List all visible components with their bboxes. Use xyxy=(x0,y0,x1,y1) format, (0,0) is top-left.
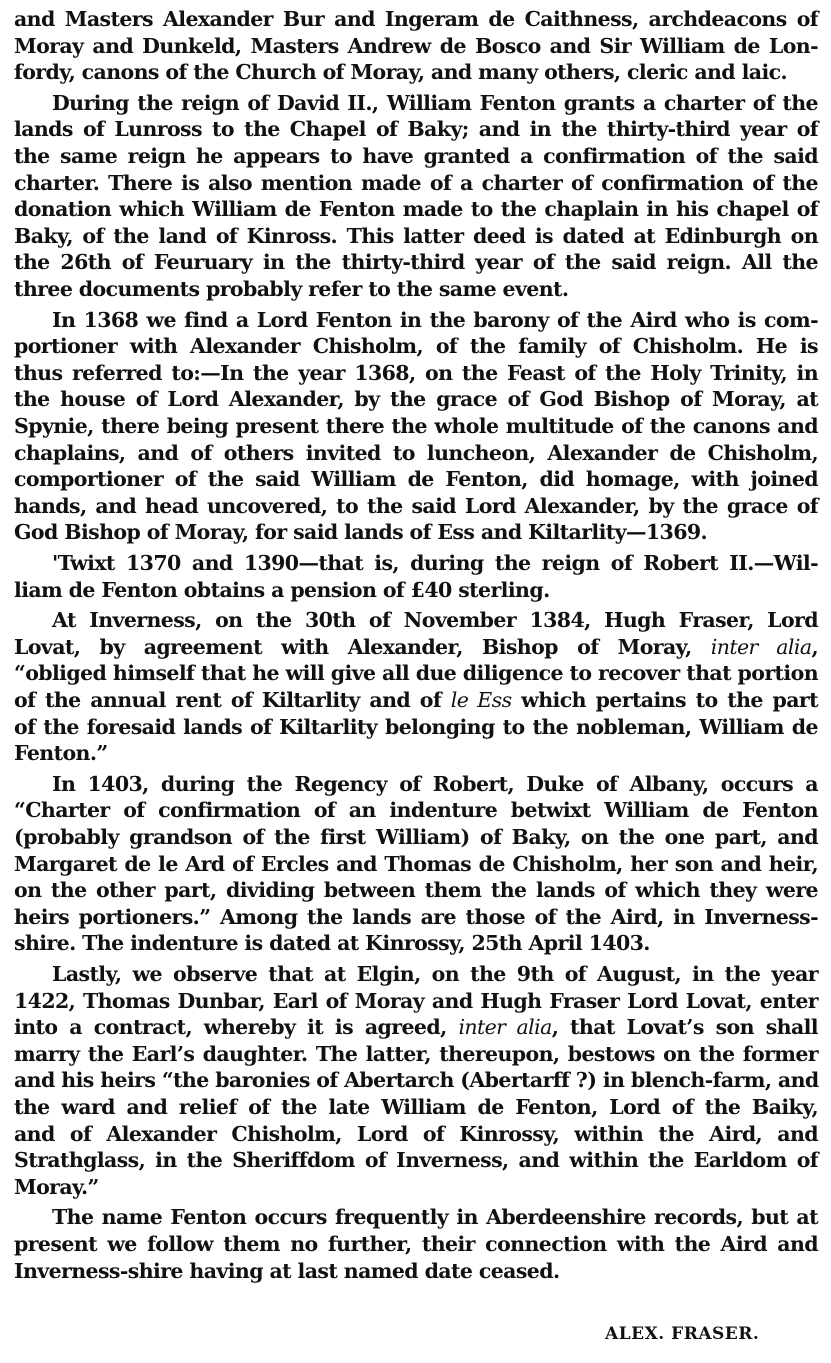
text-line: chaplains, and of others invited to luncheon, Alexander de Chisholm, xyxy=(14,440,818,465)
text-line: the 26th of Feuruary in the thirty-third year of the said reign. All the xyxy=(14,250,818,275)
text-line: Strathglass, in the Sheriffdom of Inverness, and within the Earldom of xyxy=(14,1148,818,1173)
text-line: 1422, Thomas Dunbar, Earl of Moray and Hugh Fraser Lord Lovat, enter xyxy=(14,988,818,1013)
text-line: Baky, of the land of Kinross. This latter deed is dated at Edinburgh on xyxy=(14,223,818,248)
text-line: three documents probably refer to the same event. xyxy=(14,277,569,301)
text-line: In 1368 we find a Lord Fenton in the barony of the Aird who is com- xyxy=(52,307,818,332)
text-line: Inverness-shire having at last named date ceased. xyxy=(14,1258,560,1283)
text-line: comportioner of the said William de Fenton, did homage, with joined xyxy=(14,467,818,492)
text-line: liam de Fenton obtains a pension of £40 sterling. xyxy=(14,577,550,602)
text-line: into a contract, whereby it is agreed, inter alia, that Lovat’s son shall xyxy=(14,1015,818,1040)
text-line: The name Fenton occurs frequently in Aberdeenshire records, but at xyxy=(52,1205,818,1230)
text-line: Margaret de le Ard of Ercles and Thomas de Chisholm, her son and heir, xyxy=(14,851,818,876)
text-line: and Masters Alexander Bur and Ingeram de Caithness, archdeacons of xyxy=(14,7,818,31)
text-line: donation which William de Fenton made to the chaplain in his chapel of xyxy=(14,197,818,222)
text-line: (probably grandson of the first William) of Baky, on the one part, and xyxy=(14,825,818,849)
text-line: God Bishop of Moray, for said lands of Ess and Kiltarlity—1369. xyxy=(14,520,708,545)
text-line: lands of Lunross to the Chapel of Baky; and in the thirty-third year of xyxy=(14,117,818,142)
italic-phrase: inter alia xyxy=(458,1015,552,1040)
text-line: In 1403, during the Regency of Robert, Duke of Albany, occurs a xyxy=(52,771,818,796)
text-line: and of Alexander Chisholm, Lord of Kinrossy, within the Aird, and xyxy=(14,1121,818,1146)
text-line: 'Twixt 1370 and 1390—that is, during the reign of Robert II.—Wil- xyxy=(52,551,818,575)
text-line: of the annual rent of Kiltarlity and of le Ess which pertains to the part xyxy=(14,688,818,712)
text-line: Moray.” xyxy=(14,1174,99,1199)
text-line: charter. There is also mention made of a charter of confirmation of the xyxy=(14,170,818,195)
text-line: the same reign he appears to have granted a confirmation of the said xyxy=(14,144,818,168)
text-line: portioner with Alexander Chisholm, of the family of Chisholm. He is xyxy=(14,334,818,359)
text-line: Moray and Dunkeld, Masters Andrew de Bosco and Sir William de Lon- xyxy=(14,33,818,58)
author-signature: ALEX. FRASER. xyxy=(605,1324,760,1344)
text-line: Fenton.” xyxy=(14,741,108,766)
italic-phrase: inter alia xyxy=(710,634,812,659)
text-line: fordy, canons of the Church of Moray, and many others, cleric and laic. xyxy=(14,60,788,85)
text-line: thus referred to:—In the year 1368, on the Feast of the Holy Trinity, in xyxy=(14,360,818,385)
text-line: Lovat, by agreement with Alexander, Bishop of Moray, inter alia, xyxy=(14,634,818,659)
text-line: present we follow them no further, their connection with the Aird and xyxy=(14,1232,818,1256)
text-line: marry the Earl’s daughter. The latter, thereupon, bestows on the former xyxy=(14,1041,818,1066)
text-line: and his heirs “the baronies of Abertarch (Abertarff ?) in blench-farm, and xyxy=(14,1068,819,1093)
text-line: At Inverness, on the 30th of November 1384, Hugh Fraser, Lord xyxy=(52,608,818,633)
text-line: Lastly, we observe that at Elgin, on the 9th of August, in the year xyxy=(52,962,818,986)
text-line: “obliged himself that he will give all due diligence to recover that portion xyxy=(14,661,818,686)
text-line: the house of Lord Alexander, by the grace of God Bishop of Moray, at xyxy=(14,387,818,412)
text-line: During the reign of David II., William Fenton grants a charter of the xyxy=(52,90,818,115)
text-line: on the other part, dividing between them the lands of which they were xyxy=(14,878,818,903)
text-line: shire. The indenture is dated at Kinrossy, 25th April 1403. xyxy=(14,931,650,956)
text-line: hands, and head uncovered, to the said Lord Alexander, by the grace of xyxy=(14,493,818,518)
text-line: of the foresaid lands of Kiltarlity belonging to the nobleman, William de xyxy=(14,714,818,739)
text-line: “Charter of confirmation of an indenture betwixt William de Fenton xyxy=(14,798,818,823)
italic-phrase: le Ess xyxy=(450,688,512,712)
text-line: the ward and relief of the late William de Fenton, Lord of the Baiky, xyxy=(14,1095,818,1119)
text-line: heirs portioners.” Among the lands are those of the Aird, in Inverness- xyxy=(14,904,818,929)
text-line: Spynie, there being present there the whole multitude of the canons and xyxy=(14,414,818,438)
